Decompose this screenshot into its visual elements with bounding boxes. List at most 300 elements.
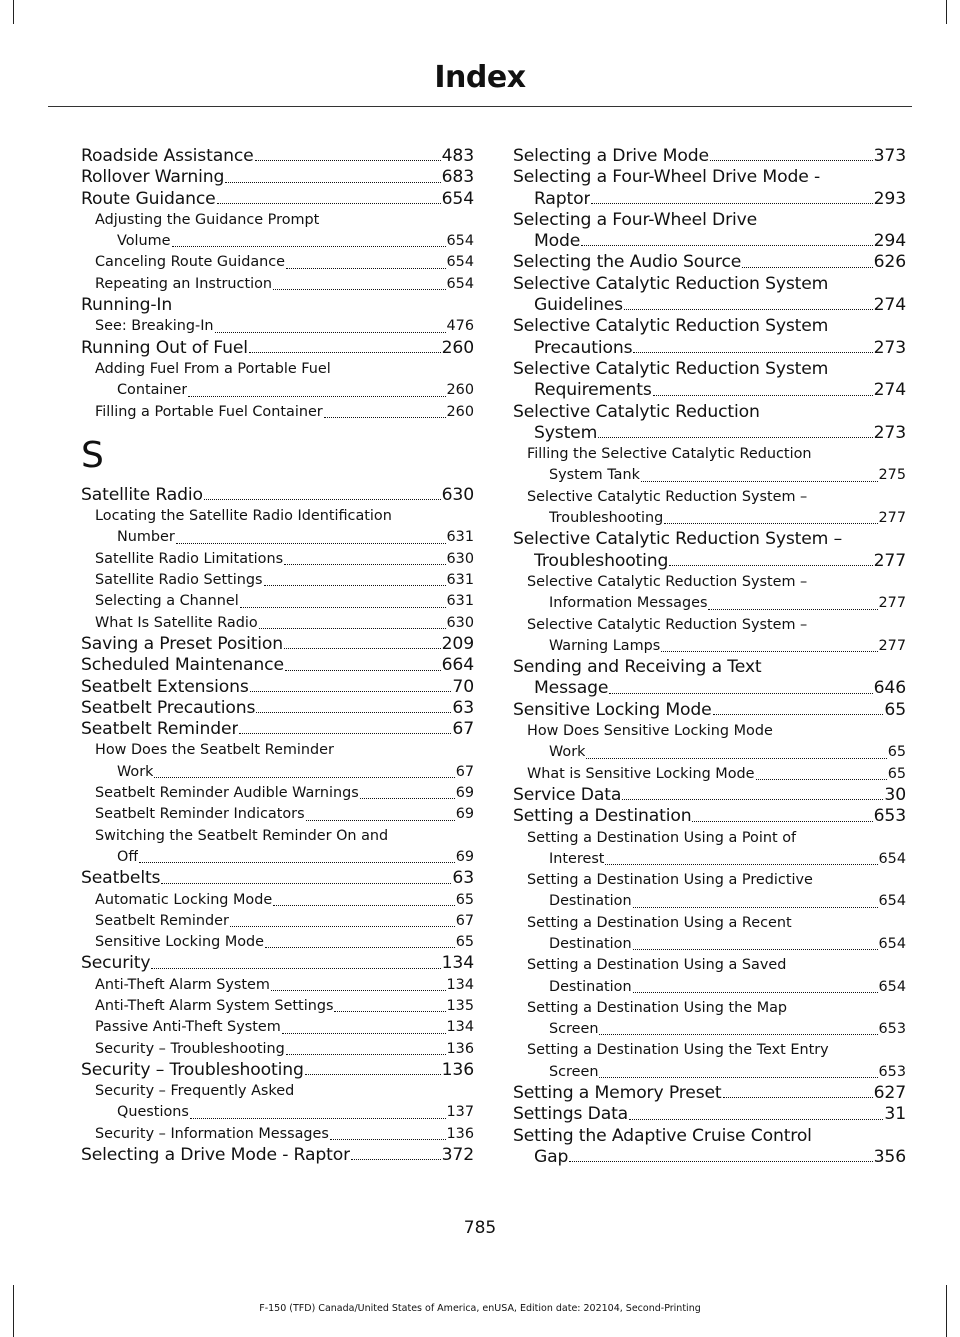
index-entry: [513, 700, 906, 721]
index-entry-line: [81, 655, 474, 676]
index-entry-line: [81, 996, 474, 1017]
entry-page-number: 65: [887, 744, 906, 761]
entry-text: Requirements: [534, 380, 652, 401]
entry-text: Selecting a Drive Mode - Raptor: [81, 1145, 350, 1166]
index-entry-line: [81, 1124, 474, 1145]
index-subentry: [513, 913, 906, 956]
entry-text: Seatbelt Reminder Audible Warnings: [95, 785, 359, 802]
index-entry-line: [513, 380, 906, 401]
index-entry: [81, 677, 474, 698]
dot-leader: [230, 926, 455, 927]
entry-page-number: 630: [441, 484, 474, 505]
entry-page-number: 277: [878, 595, 906, 612]
entry-text: Setting a Destination Using the Text Entry: [527, 1042, 829, 1059]
entry-page-number: 277: [873, 550, 906, 571]
index-entry: [513, 252, 906, 273]
index-entry-line: [513, 700, 906, 721]
index-subentry: [81, 804, 474, 825]
index-entry-line: [513, 252, 906, 273]
dot-leader: [250, 691, 452, 692]
entry-text: How Does Sensitive Locking Mode: [527, 723, 773, 740]
dot-leader: [330, 1139, 446, 1140]
index-entry-line: [81, 167, 474, 188]
entry-text: Selecting the Audio Source: [513, 252, 742, 273]
dot-leader: [586, 758, 886, 759]
entry-page-number: 373: [873, 146, 906, 166]
entry-text: Selective Catalytic Reduction System –: [527, 573, 808, 590]
entry-page-number: 137: [446, 1104, 474, 1121]
index-subentry: [81, 210, 474, 253]
index-entry: [513, 1104, 906, 1125]
entry-text: Satellite Radio: [81, 484, 203, 505]
entry-page-number: 277: [878, 510, 906, 527]
entry-text: Sensitive Locking Mode: [95, 934, 265, 951]
index-block-r: [81, 146, 474, 423]
index-entry-line: [513, 465, 906, 486]
dot-leader: [653, 395, 873, 396]
entry-page-number: 654: [878, 935, 906, 952]
index-entry-line: [81, 591, 474, 612]
entry-text: Anti-Theft Alarm System Settings: [95, 997, 334, 1014]
index-entry-line: [513, 1147, 906, 1168]
index-block-s: [81, 485, 474, 1167]
entry-text: Screen: [549, 1021, 599, 1038]
index-entry-line: [81, 274, 474, 295]
index-subentry: [513, 1040, 906, 1083]
entry-page-number: 65: [884, 699, 906, 720]
index-entry-line: [513, 231, 906, 252]
entry-page-number: 664: [441, 655, 474, 676]
entry-page-number: 63: [452, 697, 474, 718]
entry-text: Anti-Theft Alarm System: [95, 976, 270, 993]
index-subentry: [513, 764, 906, 785]
entry-text: Rollover Warning: [81, 167, 225, 188]
dot-leader: [742, 267, 872, 268]
entry-page-number: 30: [884, 784, 906, 805]
index-subentry: [81, 826, 474, 869]
dot-leader: [271, 990, 446, 991]
dot-leader: [305, 1074, 441, 1075]
index-entry-line: [513, 806, 906, 827]
entry-text: Screen: [549, 1063, 599, 1080]
index-entry-line: [81, 634, 474, 655]
index-subentry: [81, 252, 474, 273]
entry-text: Setting a Destination Using the Map: [527, 999, 788, 1016]
entry-page-number: 274: [873, 380, 906, 401]
dot-leader: [708, 609, 877, 610]
entry-text: Off: [117, 848, 139, 865]
entry-page-number: 70: [452, 676, 474, 697]
dot-leader: [723, 1097, 873, 1098]
dot-leader: [710, 160, 873, 161]
entry-page-number: 69: [455, 848, 474, 865]
index-entry-line: [513, 189, 906, 210]
entry-text: Setting a Destination Using a Saved: [527, 957, 787, 974]
index-subentry: [513, 487, 906, 530]
entry-text: Running-In: [81, 295, 173, 316]
entry-text: Selective Catalytic Reduction System: [513, 358, 829, 379]
dot-leader: [161, 883, 451, 884]
entry-text: Adding Fuel From a Portable Fuel: [95, 360, 331, 377]
entry-page-number: 653: [873, 806, 906, 827]
entry-text: Setting a Destination: [513, 806, 692, 827]
entry-page-number: 136: [446, 1125, 474, 1142]
entry-page-number: 631: [446, 593, 474, 610]
entry-text: Scheduled Maintenance: [81, 655, 284, 676]
entry-text: Container: [117, 382, 188, 399]
entry-text: Sending and Receiving a Text: [513, 657, 762, 678]
index-entry-line: [513, 1062, 906, 1083]
index-entry-line: [81, 252, 474, 273]
dot-leader: [633, 949, 878, 950]
index-entry-line: [81, 953, 474, 974]
index-entry-line: [513, 1019, 906, 1040]
dot-leader: [605, 864, 877, 865]
index-entry-line: [513, 849, 906, 870]
index-entry: [513, 210, 906, 253]
entry-text: Selective Catalytic Reduction: [513, 401, 760, 422]
index-subentry: [81, 1039, 474, 1060]
index-entry: [513, 785, 906, 806]
entry-page-number: 69: [455, 806, 474, 823]
index-entry-line: [81, 1145, 474, 1166]
index-entry-line: [81, 485, 474, 506]
index-subentry: [81, 402, 474, 423]
entry-page-number: 627: [873, 1083, 906, 1104]
index-subentry: [513, 721, 906, 764]
entry-page-number: 277: [878, 637, 906, 654]
entry-text: Seatbelt Precautions: [81, 697, 256, 718]
entry-text: Seatbelt Reminder Indicators: [95, 806, 305, 823]
index-entry: [513, 274, 906, 317]
entry-text: Raptor: [534, 188, 591, 209]
entry-text: Setting a Memory Preset: [513, 1083, 722, 1104]
entry-text: Satellite Radio Limitations: [95, 550, 284, 567]
entry-page-number: 260: [446, 382, 474, 399]
dot-leader: [285, 670, 441, 671]
entry-text: Setting a Destination Using a Recent: [527, 914, 792, 931]
entry-text: Selecting a Drive Mode: [513, 146, 709, 166]
entry-text: Sensitive Locking Mode: [513, 699, 712, 720]
page-title: Index: [434, 60, 526, 95]
index-entry-line: [81, 146, 474, 167]
index-entry-line: [81, 231, 474, 252]
entry-text: Locating the Satellite Radio Identification: [95, 508, 392, 525]
index-entry: [81, 189, 474, 210]
index-entry: [513, 806, 906, 827]
entry-text: Security – Troubleshooting: [95, 1040, 285, 1057]
entry-page-number: 293: [873, 188, 906, 209]
entry-text: Selective Catalytic Reduction System –: [527, 616, 808, 633]
dot-leader: [176, 543, 446, 544]
entry-text: Saving a Preset Position: [81, 633, 284, 654]
index-entry-line: [81, 932, 474, 953]
index-entry-line: [513, 423, 906, 444]
entry-text: Destination: [549, 935, 632, 952]
entry-text: Precautions: [534, 337, 633, 358]
index-entry-line: [513, 934, 906, 955]
entry-text: System: [534, 422, 598, 443]
entry-text: Volume: [117, 233, 171, 250]
entry-text: Filling the Selective Catalytic Reduction: [527, 446, 812, 463]
entry-text: System Tank: [549, 467, 640, 484]
dot-leader: [633, 992, 878, 993]
entry-text: Selecting a Channel: [95, 593, 239, 610]
index-entry-line: [81, 677, 474, 698]
entry-text: Roadside Assistance: [81, 146, 254, 166]
index-subentry: [81, 316, 474, 337]
index-subentry: [81, 996, 474, 1017]
dot-leader: [284, 648, 441, 649]
index-entry-line: [81, 868, 474, 889]
dot-leader: [360, 798, 455, 799]
entry-text: Interest: [549, 850, 605, 867]
dot-leader: [265, 947, 455, 948]
index-entry-line: [513, 295, 906, 316]
dot-leader: [284, 564, 445, 565]
entry-text: Repeating an Instruction: [95, 275, 273, 292]
entry-page-number: 273: [873, 337, 906, 358]
entry-text: Running Out of Fuel: [81, 337, 248, 358]
entry-text: Selecting a Four-Wheel Drive: [513, 209, 758, 230]
entry-page-number: 653: [878, 1021, 906, 1038]
entry-page-number: 63: [452, 868, 474, 889]
index-entry-line: [513, 593, 906, 614]
entry-page-number: 654: [878, 893, 906, 910]
index-entry-line: [81, 762, 474, 783]
index-column-left: [81, 146, 474, 1166]
dot-leader: [569, 1161, 872, 1162]
index-entry: [513, 1126, 906, 1169]
dot-leader: [599, 1077, 877, 1078]
index-subentry: [81, 1081, 474, 1124]
index-entry-line: [81, 1102, 474, 1123]
index-entry-line: [81, 804, 474, 825]
index-subentry: [81, 911, 474, 932]
index-entry-line: [81, 911, 474, 932]
dot-leader: [215, 332, 446, 333]
entry-page-number: 65: [455, 934, 474, 951]
index-subentry: [81, 890, 474, 911]
dot-leader: [139, 862, 454, 863]
entry-page-number: 135: [446, 997, 474, 1014]
entry-page-number: 654: [446, 233, 474, 250]
index-subentry: [513, 444, 906, 487]
index-entry-line: [513, 1083, 906, 1104]
dot-leader: [225, 182, 440, 183]
dot-leader: [286, 268, 445, 269]
index-entry: [513, 359, 906, 402]
index-subentry: [81, 506, 474, 549]
index-entry: [513, 1083, 906, 1104]
index-entry-line: [513, 338, 906, 359]
index-entry: [81, 146, 474, 167]
dot-leader: [633, 907, 878, 908]
entry-page-number: 134: [446, 976, 474, 993]
entry-text: Passive Anti-Theft System: [95, 1019, 281, 1036]
entry-text: Adjusting the Guidance Prompt: [95, 211, 320, 228]
entry-text: What is Sensitive Locking Mode: [527, 765, 755, 782]
entry-page-number: 274: [873, 295, 906, 316]
dot-leader: [629, 1119, 883, 1120]
index-entry: [81, 634, 474, 655]
entry-page-number: 483: [441, 146, 474, 166]
index-subentry: [81, 1124, 474, 1145]
entry-page-number: 31: [884, 1104, 906, 1125]
index-entry-line: [81, 890, 474, 911]
entry-page-number: 260: [441, 337, 474, 358]
entry-page-number: 67: [455, 912, 474, 929]
entry-page-number: 69: [455, 785, 474, 802]
index-entry: [81, 295, 474, 316]
entry-text: Selective Catalytic Reduction System: [513, 273, 829, 294]
index-entry-line: [513, 636, 906, 657]
index-entry-line: [81, 719, 474, 740]
index-entry-line: [81, 698, 474, 719]
index-entry-line: [513, 1104, 906, 1125]
dot-leader: [273, 905, 454, 906]
entry-text: Security – Frequently Asked: [95, 1083, 295, 1100]
index-entry: [513, 529, 906, 572]
index-entry: [513, 402, 906, 445]
dot-leader: [306, 820, 455, 821]
index-subentry: [513, 870, 906, 913]
entry-text: Troubleshooting: [549, 510, 664, 527]
index-entry: [513, 316, 906, 359]
dot-leader: [624, 309, 873, 310]
dot-leader: [240, 607, 446, 608]
index-entry: [513, 146, 906, 167]
dot-leader: [239, 733, 451, 734]
dot-leader: [713, 714, 884, 715]
entry-text: Filling a Portable Fuel Container: [95, 403, 323, 420]
index-column-right: [513, 146, 906, 1168]
entry-text: Selecting a Four-Wheel Drive Mode -: [513, 167, 821, 188]
entry-page-number: 654: [446, 254, 474, 271]
entry-text: Setting the Adaptive Cruise Control: [513, 1125, 812, 1146]
dot-leader: [664, 523, 877, 524]
dot-leader: [190, 1118, 446, 1119]
dot-leader: [633, 352, 872, 353]
dot-leader: [661, 651, 877, 652]
entry-page-number: 646: [873, 678, 906, 699]
index-entry-line: [81, 549, 474, 570]
entry-page-number: 654: [446, 275, 474, 292]
entry-page-number: 294: [873, 231, 906, 252]
entry-text: Seatbelts: [81, 868, 161, 889]
index-subentry: [81, 1017, 474, 1038]
index-entry-line: [513, 678, 906, 699]
crop-mark-top-right: [946, 0, 947, 24]
dot-leader: [324, 417, 446, 418]
index-entry: [81, 1145, 474, 1166]
entry-page-number: 654: [878, 850, 906, 867]
index-subentry: [81, 274, 474, 295]
index-entry-line: [81, 402, 474, 423]
index-entry-line: [81, 527, 474, 548]
index-entry-line: [81, 380, 474, 401]
entry-text: Number: [117, 529, 175, 546]
index-entry-line: [81, 338, 474, 359]
entry-text: Troubleshooting: [534, 550, 669, 571]
entry-page-number: 136: [441, 1059, 474, 1080]
entry-text: See: Breaking-In: [95, 318, 214, 335]
dot-leader: [581, 245, 872, 246]
index-subentry: [81, 783, 474, 804]
index-subentry: [81, 591, 474, 612]
dot-leader: [598, 437, 872, 438]
entry-text: Switching the Seatbelt Reminder On and: [95, 827, 389, 844]
index-entry-line: [513, 508, 906, 529]
index-entry-line: [81, 975, 474, 996]
index-entry: [81, 167, 474, 188]
dot-leader: [599, 1034, 877, 1035]
dot-leader: [622, 799, 883, 800]
index-entry-line: [81, 570, 474, 591]
index-entry: [81, 338, 474, 359]
entry-page-number: 134: [446, 1019, 474, 1036]
entry-page-number: 630: [446, 614, 474, 631]
index-entry-line: [81, 783, 474, 804]
index-entry-line: [513, 977, 906, 998]
entry-page-number: 372: [441, 1145, 474, 1166]
entry-text: Service Data: [513, 784, 622, 805]
index-entry: [81, 1060, 474, 1081]
entry-page-number: 626: [873, 252, 906, 273]
dot-leader: [249, 352, 441, 353]
entry-text: How Does the Seatbelt Reminder: [95, 742, 334, 759]
index-entry-line: [513, 891, 906, 912]
dot-leader: [204, 499, 441, 500]
dot-leader: [255, 160, 441, 161]
entry-text: Canceling Route Guidance: [95, 254, 286, 271]
entry-page-number: 275: [878, 467, 906, 484]
index-subentry: [81, 975, 474, 996]
dot-leader: [154, 777, 454, 778]
entry-page-number: 134: [441, 953, 474, 974]
entry-page-number: 260: [446, 403, 474, 420]
index-entry-line: [513, 551, 906, 572]
entry-page-number: 67: [455, 763, 474, 780]
entry-page-number: 67: [452, 719, 474, 740]
index-subentry: [81, 740, 474, 783]
entry-text: Security – Information Messages: [95, 1125, 329, 1142]
index-entry-line: [81, 613, 474, 634]
edition-footer: F-150 (TFD) Canada/United States of America, enUSA, Edition date: 202104, Second-Printing: [259, 1303, 701, 1314]
entry-page-number: 631: [446, 572, 474, 589]
dot-leader: [286, 1054, 446, 1055]
index-subentry: [81, 549, 474, 570]
entry-text: Message: [534, 678, 609, 699]
dot-leader: [641, 481, 878, 482]
index-entry: [81, 485, 474, 506]
dot-leader: [256, 712, 451, 713]
entry-page-number: 476: [446, 318, 474, 335]
entry-text: Work: [549, 744, 586, 761]
entry-page-number: 209: [441, 633, 474, 654]
dot-leader: [282, 1033, 446, 1034]
dot-leader: [351, 1159, 441, 1160]
entry-page-number: 683: [441, 167, 474, 188]
index-subentry: [513, 572, 906, 615]
entry-text: Questions: [117, 1104, 189, 1121]
entry-text: Seatbelt Extensions: [81, 676, 249, 697]
dot-leader: [259, 628, 446, 629]
entry-text: Guidelines: [534, 295, 623, 316]
entry-text: Warning Lamps: [549, 637, 661, 654]
index-entry: [81, 868, 474, 889]
entry-page-number: 654: [878, 978, 906, 995]
